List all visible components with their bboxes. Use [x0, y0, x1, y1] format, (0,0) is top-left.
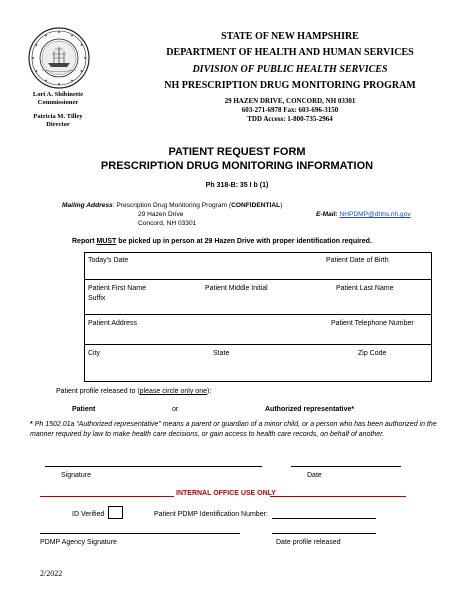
header-state: STATE OF NEW HAMPSHIRE	[221, 31, 359, 42]
option-patient[interactable]: Patient	[72, 406, 96, 413]
date-released-label: Date profile released	[276, 539, 341, 546]
header-tdd: TDD Access: 1-800-735-2964	[247, 115, 333, 123]
option-or: or	[172, 406, 179, 413]
revision-date: 2/2022	[40, 569, 63, 578]
box-divider-3	[84, 344, 432, 345]
release-prompt: Patient profile released to (please circle only one):	[56, 388, 212, 395]
form-citation: Ph 318-B: 35 I b (1)	[205, 182, 269, 189]
email-link[interactable]: NHPDMP@dhhs.nh.gov	[339, 211, 411, 218]
pdmp-id-label: Patient PDMP Identification Number:	[154, 511, 268, 518]
state-field[interactable]: State	[213, 350, 230, 357]
internal-office-use-label: INTERNAL OFFICE USE ONLY	[176, 490, 276, 497]
middle-initial-field[interactable]: Patient Middle Initial	[205, 285, 268, 292]
signature-line[interactable]	[45, 466, 262, 467]
agency-signature-label: PDMP Agency Signature	[40, 539, 117, 546]
email-line	[316, 211, 411, 219]
commissioner-name: Lori A. Shibinette	[32, 91, 84, 98]
form-title-2: PRESCRIPTION DRUG MONITORING INFORMATION	[100, 160, 374, 172]
agency-signature-line[interactable]	[40, 533, 240, 534]
commissioner-title: Commissioner	[37, 99, 79, 106]
pickup-notice: Report MUST be picked up in person at 29 Hazen Drive with proper identification required.	[72, 238, 372, 245]
mailing-address-line2: 29 Hazen Drive	[138, 211, 184, 218]
address-field[interactable]: Patient Address	[88, 320, 138, 327]
must-emphasis: MUST	[96, 238, 117, 245]
email-label: E-Mail:	[316, 211, 338, 218]
header-program: NH PRESCRIPTION DRUG MONITORING PROGRAM	[164, 80, 416, 91]
pdmp-id-line[interactable]	[272, 518, 376, 519]
confidential-tag: CONFIDENTIAL	[231, 202, 281, 209]
mailing-address-line3: Concord, NH 03301	[138, 220, 197, 227]
telephone-field[interactable]: Patient Telephone Number	[331, 320, 414, 327]
signature-label: Signature	[61, 472, 91, 479]
dob-field[interactable]: Patient Date of Birth	[326, 257, 389, 264]
date-released-line[interactable]	[272, 533, 376, 534]
mailing-address-line1: Mailing Address: Prescription Drug Monitoring Program (CONFIDENTIAL)	[62, 202, 283, 209]
office-rule-right	[270, 496, 406, 497]
date-label: Date	[307, 472, 322, 479]
id-verified-label: ID Verified	[72, 511, 105, 518]
header-address: 29 HAZEN DRIVE, CONCORD, NH 03301	[224, 97, 356, 105]
footnote: * Ph 1502.01a “Authorized representative” means a parent or guardian of a minor child, or a person who has been authorized in the manner required by law to make health care decisions, or gain access to health care records, on behalf of another.	[30, 421, 437, 438]
state-seal	[28, 27, 90, 89]
box-divider-2	[84, 314, 432, 315]
box-divider-1	[84, 279, 432, 280]
suffix-field[interactable]: Suffix	[88, 295, 106, 302]
date-line[interactable]	[291, 466, 401, 467]
form-title-1: PATIENT REQUEST FORM	[168, 146, 306, 158]
header-division: DIVISION OF PUBLIC HEALTH SERVICES	[192, 64, 388, 75]
option-authorized-rep[interactable]: Authorized representative*	[265, 406, 355, 413]
director-name: Patricia M. Tilley	[33, 113, 83, 120]
patient-info-box	[84, 252, 432, 382]
header-department: DEPARTMENT OF HEALTH AND HUMAN SERVICES	[166, 47, 414, 58]
city-field[interactable]: City	[88, 350, 101, 357]
zip-field[interactable]: Zip Code	[358, 350, 387, 357]
id-verified-checkbox[interactable]	[108, 506, 123, 519]
office-rule-left	[40, 496, 174, 497]
director-title: Director	[46, 121, 70, 128]
last-name-field[interactable]: Patient Last Name	[336, 285, 394, 292]
header-phone-fax: 603-271-6978 Fax: 603-696-3150	[241, 106, 339, 114]
todays-date-field[interactable]: Today's Date	[88, 257, 129, 264]
footnote-mark: *	[30, 421, 33, 428]
mailing-address-label: Mailing Address	[62, 202, 113, 209]
first-name-field[interactable]: Patient First Name	[88, 285, 146, 292]
